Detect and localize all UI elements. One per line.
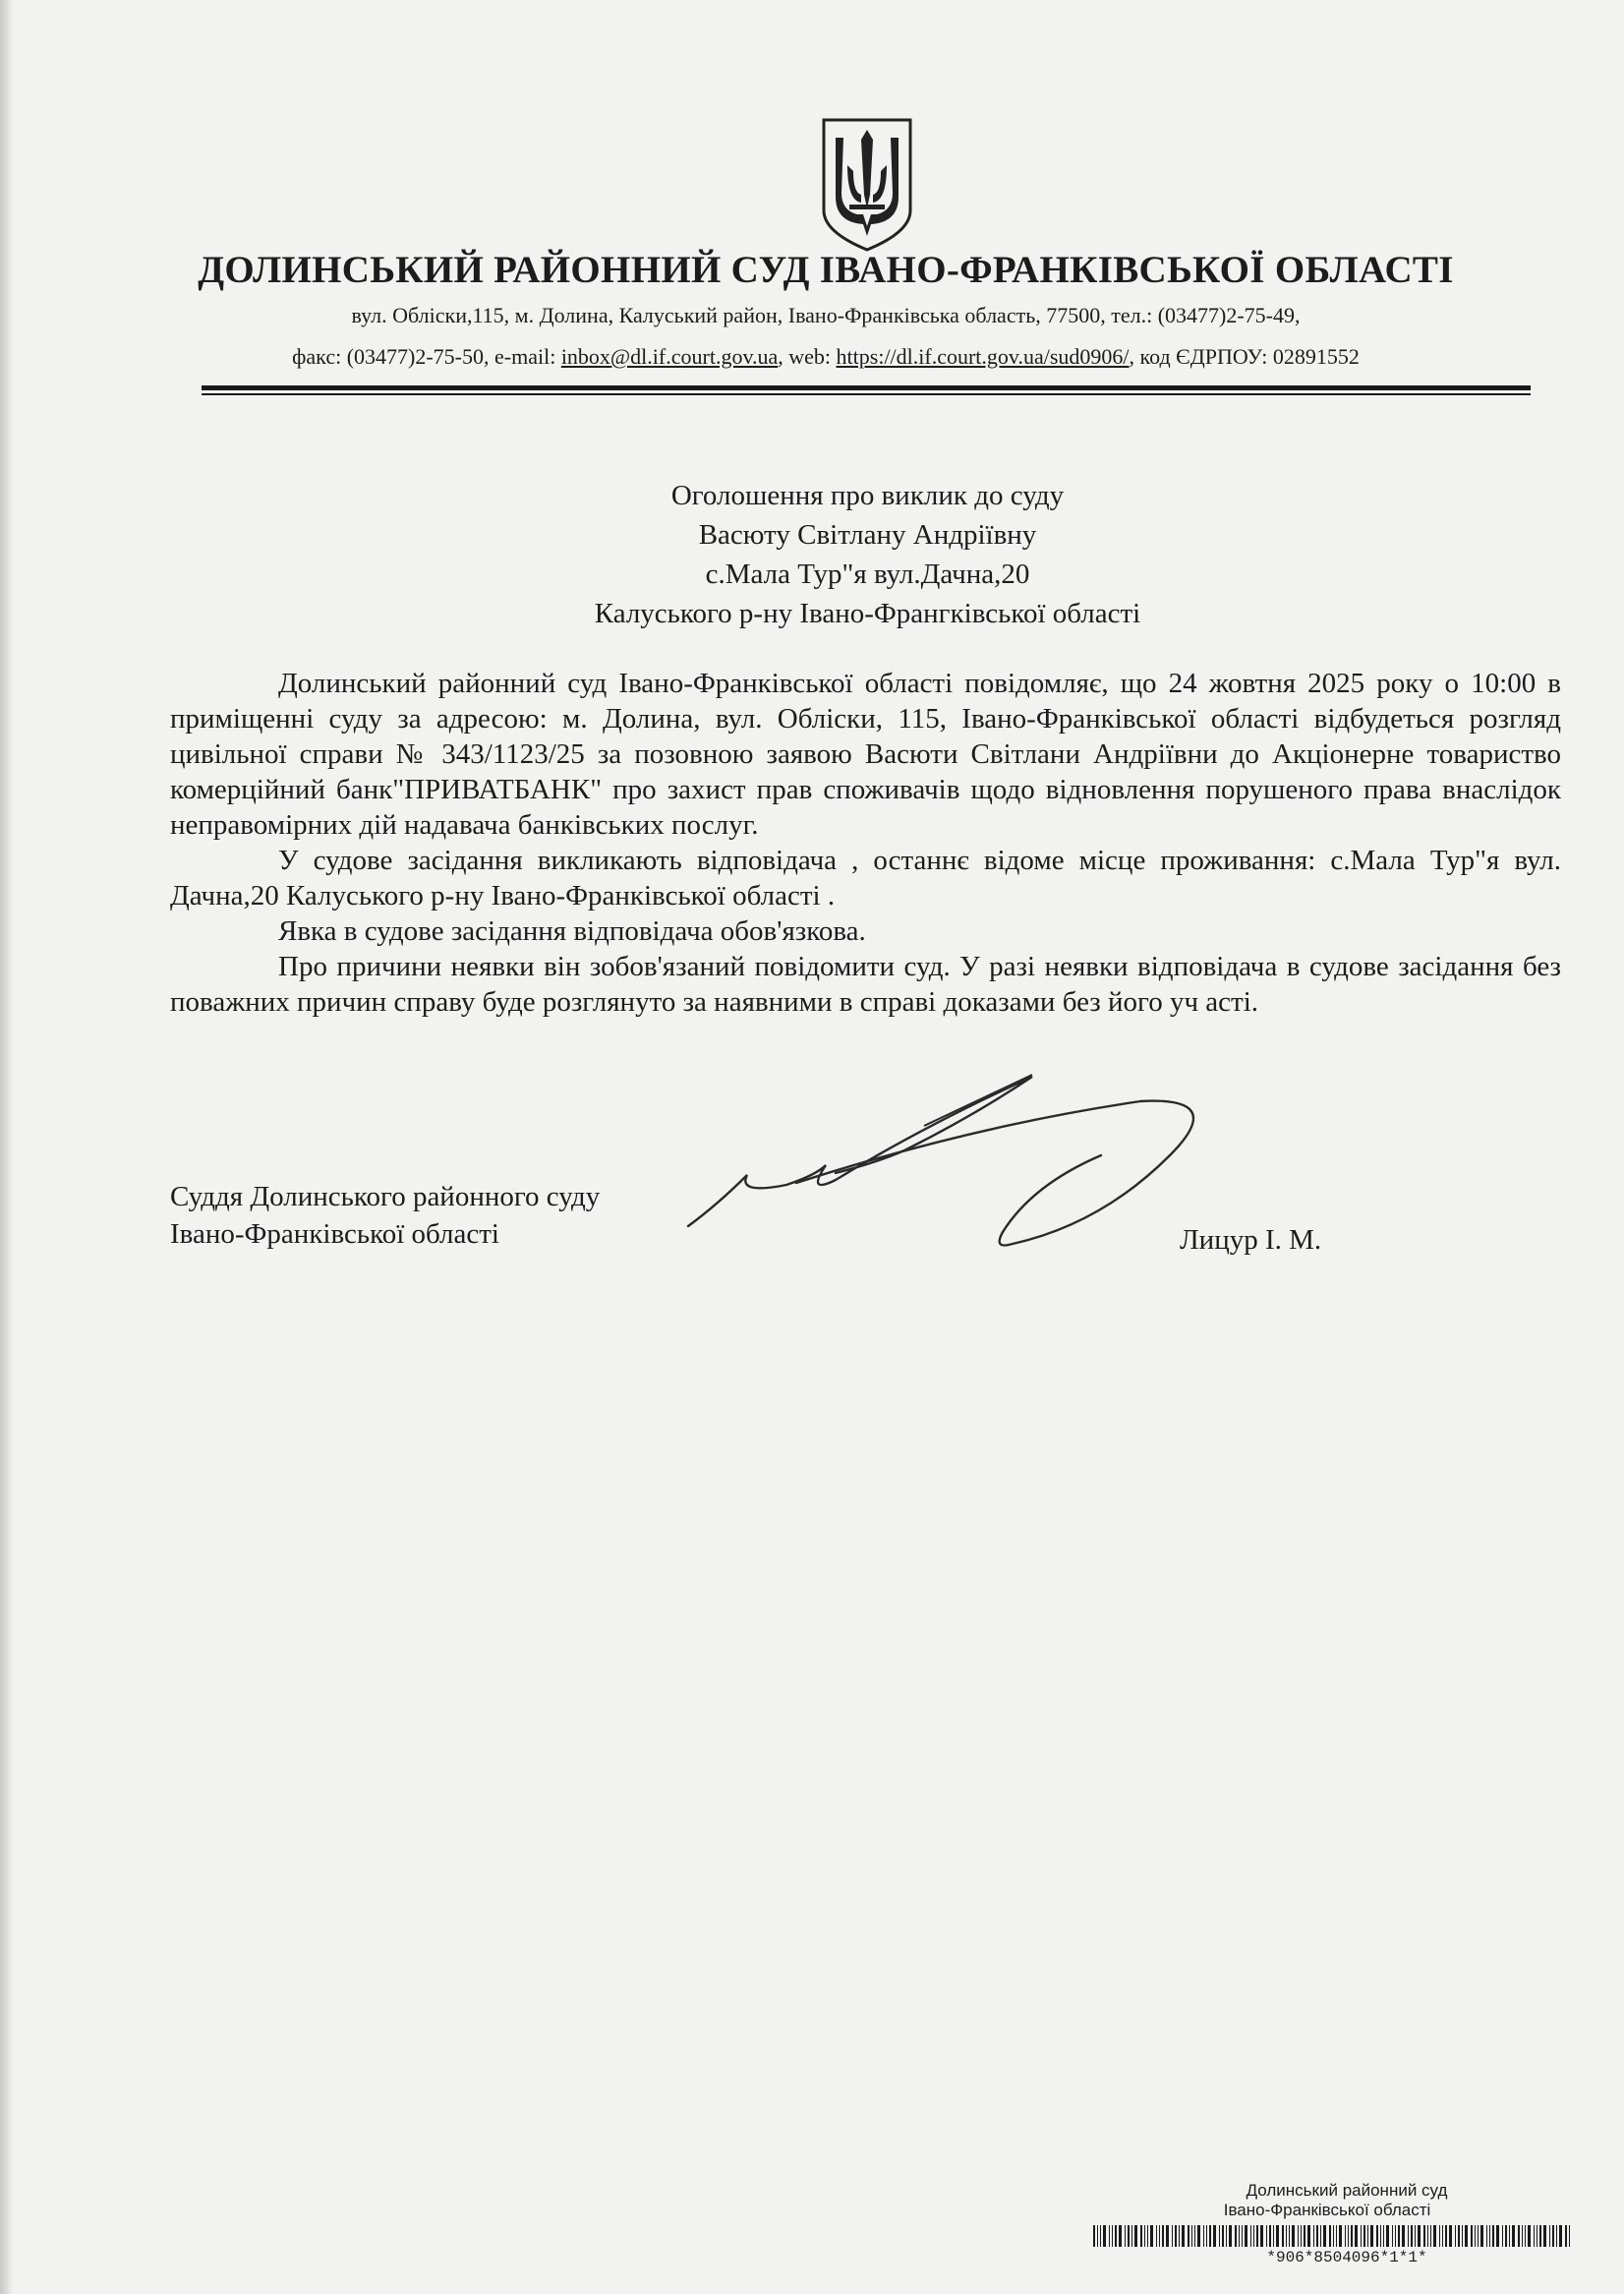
barcode-bar	[1433, 2225, 1436, 2247]
barcode-bar	[1103, 2225, 1106, 2247]
barcode-bar	[1518, 2225, 1520, 2247]
trident-emblem-icon	[818, 116, 916, 254]
barcode-bar	[1505, 2225, 1507, 2247]
barcode-bar	[1140, 2225, 1142, 2247]
barcode-bar	[1260, 2225, 1263, 2247]
scan-edge-shadow	[0, 0, 14, 2294]
barcode-bar	[1336, 2225, 1337, 2247]
barcode-bar	[1229, 2225, 1232, 2247]
barcode-bar	[1411, 2225, 1413, 2247]
barcode-bar	[1235, 2225, 1237, 2247]
barcode-bar	[1525, 2225, 1526, 2247]
barcode-bar	[1423, 2225, 1425, 2247]
barcode-bar	[1543, 2225, 1546, 2247]
barcode-bar	[1475, 2225, 1476, 2247]
barcode-bar	[1569, 2225, 1570, 2247]
barcode-bar	[1162, 2225, 1164, 2247]
registration-stamp	[1091, 2181, 1602, 2220]
barcode-bar	[1282, 2225, 1284, 2247]
barcode-bar	[1316, 2225, 1318, 2247]
barcode-bar	[1304, 2225, 1305, 2247]
barcode-bar	[1386, 2225, 1389, 2247]
barcode-bar	[1539, 2225, 1541, 2247]
barcode-bar	[1276, 2225, 1279, 2247]
barcode-bar	[1323, 2225, 1326, 2247]
barcode-number: *906*8504096*1*1*	[1266, 2249, 1427, 2266]
barcode-bar	[1496, 2225, 1499, 2247]
barcode-bar	[1418, 2225, 1421, 2247]
barcode-bar	[1182, 2225, 1185, 2247]
barcode-bar	[1219, 2225, 1220, 2247]
barcode-bar	[1462, 2225, 1463, 2247]
barcode-bar	[1266, 2225, 1267, 2247]
barcode-bar	[1398, 2225, 1400, 2247]
barcode-bar	[1245, 2225, 1247, 2247]
barcode-bar	[1273, 2225, 1274, 2247]
barcode-bar	[1559, 2225, 1562, 2247]
notice-address-line2: Калуського р-ну Івано-Франгківської області	[594, 598, 1141, 629]
barcode-bar	[1253, 2225, 1254, 2247]
barcode-bar	[1556, 2225, 1557, 2247]
registration-barcode	[1093, 2225, 1573, 2247]
fax-label: факс: (03477)2-75-50, e-mail:	[292, 344, 561, 369]
barcode-bar	[1313, 2225, 1314, 2247]
barcode-bar	[1528, 2225, 1531, 2247]
barcode-bar	[1115, 2225, 1117, 2247]
barcode-bar	[1112, 2225, 1113, 2247]
notice-heading-block	[344, 476, 1391, 633]
barcode-bar	[1395, 2225, 1396, 2247]
barcode-bar	[1329, 2225, 1331, 2247]
barcode-bar	[1100, 2225, 1101, 2247]
notice-body	[170, 666, 1561, 1020]
notice-addressee: Васюту Світлану Андріївну	[698, 519, 1037, 551]
barcode-bar	[1206, 2225, 1207, 2247]
barcode-bar	[1159, 2225, 1160, 2247]
barcode-bar	[1458, 2225, 1460, 2247]
barcode-bar	[1402, 2225, 1405, 2247]
court-name-heading: ДОЛИНСЬКИЙ РАЙОННИЙ СУД ІВАНО-ФРАНКІВСЬКОЇ ОБЛАСТІ	[198, 249, 1454, 291]
barcode-bar	[1179, 2225, 1180, 2247]
barcode-bar	[1480, 2225, 1483, 2247]
barcode-bar	[1194, 2225, 1195, 2247]
barcode-bar	[1380, 2225, 1381, 2247]
barcode-bar	[1408, 2225, 1409, 2247]
notice-title: Оголошення про виклик до суду	[670, 480, 1065, 511]
barcode-bar	[1351, 2225, 1353, 2247]
judge-position-block	[170, 1178, 600, 1253]
barcode-bar	[1509, 2225, 1510, 2247]
barcode-bar	[1209, 2225, 1211, 2247]
barcode-bar	[1512, 2225, 1515, 2247]
stamp-court-name: Долинський районний суд	[1246, 2181, 1448, 2200]
barcode-bar	[1465, 2225, 1468, 2247]
website-link[interactable]: https://dl.if.court.gov.ua/sud0906/	[836, 344, 1130, 369]
barcode-bar	[1534, 2225, 1535, 2247]
court-contacts-line	[147, 344, 1504, 370]
barcode-bar	[1250, 2225, 1251, 2247]
barcode-bar	[1348, 2225, 1349, 2247]
barcode-bar	[1289, 2225, 1290, 2247]
body-paragraph-4: Про причини неявки він зобов'язаний повідомити суд. У разі неявки відповідача в судове засідання без поважних причин справу буде розглянуто за наявними в справі доказами без його уч асті.	[170, 951, 1561, 1018]
barcode-bar	[1445, 2225, 1447, 2247]
barcode-bar	[1355, 2225, 1358, 2247]
header-divider-thick	[202, 385, 1531, 390]
barcode-bar	[1502, 2225, 1503, 2247]
barcode-bar	[1345, 2225, 1346, 2247]
barcode-bar	[1333, 2225, 1334, 2247]
edrpou-code: , код ЄДРПОУ: 02891552	[1129, 344, 1360, 369]
web-label: , web:	[778, 344, 837, 369]
barcode-bar	[1213, 2225, 1216, 2247]
barcode-bar	[1166, 2225, 1169, 2247]
barcode-bar	[1552, 2225, 1554, 2247]
barcode-bar	[1367, 2225, 1368, 2247]
barcode-bar	[1222, 2225, 1224, 2247]
barcode-bar	[1549, 2225, 1550, 2247]
barcode-bar	[1455, 2225, 1456, 2247]
barcode-bar	[1383, 2225, 1384, 2247]
handwritten-signature	[678, 1057, 1229, 1254]
barcode-bar	[1301, 2225, 1302, 2247]
barcode-bar	[1147, 2225, 1148, 2247]
barcode-bar	[1449, 2225, 1452, 2247]
barcode-bar	[1172, 2225, 1173, 2247]
judge-position-line2: Івано-Франківської області	[170, 1218, 499, 1250]
barcode-bar	[1134, 2225, 1137, 2247]
barcode-bar	[1150, 2225, 1153, 2247]
notice-address-line1: с.Мала Тур"я вул.Дачна,20	[705, 559, 1030, 590]
body-paragraph-2: У судове засідання викликають відповідача , останнє відоме місце проживання: с.Мала Тур"я вул. Дачна,20 Калуського р-ну Івано-Франківської області .	[170, 845, 1561, 912]
barcode-bar	[1156, 2225, 1157, 2247]
barcode-bar	[1298, 2225, 1299, 2247]
barcode-bar	[1320, 2225, 1321, 2247]
body-paragraph-1: Долинський районний суд Івано-Франківської області повідомляє, що 24 жовтня 2025 року о 10:00 в приміщенні суду за адресою: м. Долина, вул. Обліски, 115, Івано-Франківської області відбудеться розгляд цивільної справи № 343/1123/25 за позовною заявою Васюти Світлани Андріївни до Акціонерне товариство комерційний банк"ПРИВАТБАНК" про захист прав споживачів щодо відновлення порушеного права внаслідок неправомірних дій надавача банківських послуг.	[170, 668, 1561, 841]
barcode-bar	[1486, 2225, 1487, 2247]
barcode-bar	[1492, 2225, 1494, 2247]
body-paragraph-3: Явка в судове засідання відповідача обов'язкова.	[278, 915, 866, 947]
barcode-bar	[1093, 2225, 1095, 2247]
email-link[interactable]: inbox@dl.if.court.gov.ua	[560, 344, 779, 369]
barcode-bar	[1144, 2225, 1145, 2247]
barcode-bar	[1203, 2225, 1204, 2247]
barcode-bar	[1109, 2225, 1110, 2247]
barcode-bar	[1439, 2225, 1440, 2247]
barcode-bar	[1188, 2225, 1189, 2247]
barcode-bar	[1427, 2225, 1428, 2247]
barcode-bar	[1256, 2225, 1258, 2247]
barcode-bar	[1269, 2225, 1271, 2247]
barcode-bar	[1175, 2225, 1177, 2247]
barcode-bar	[1471, 2225, 1473, 2247]
court-address-line: вул. Обліски,115, м. Долина, Калуський район, Івано-Франківська область, 77500, тел.: (03477)2-75-49,	[351, 303, 1301, 327]
barcode-bar	[1376, 2225, 1378, 2247]
barcode-bar	[1242, 2225, 1243, 2247]
barcode-bar	[1442, 2225, 1443, 2247]
judge-name: Лицур І. М.	[1180, 1224, 1322, 1256]
barcode-bar	[1522, 2225, 1523, 2247]
barcode-bar	[1370, 2225, 1373, 2247]
barcode-bar	[1392, 2225, 1393, 2247]
barcode-bar	[1307, 2225, 1310, 2247]
barcode-bar	[1489, 2225, 1490, 2247]
barcode-bar	[1339, 2225, 1342, 2247]
barcode-bar	[1197, 2225, 1200, 2247]
barcode-bar	[1430, 2225, 1431, 2247]
barcode-bar	[1226, 2225, 1227, 2247]
barcode-bar	[1292, 2225, 1295, 2247]
judge-position-line1: Суддя Долинського районного суду	[170, 1181, 601, 1212]
stamp-region: Івано-Франківської області	[1223, 2201, 1431, 2219]
barcode-bar	[1239, 2225, 1240, 2247]
header-divider-thin	[202, 393, 1531, 395]
barcode-bar	[1478, 2225, 1479, 2247]
barcode-bar	[1119, 2225, 1122, 2247]
barcode-bar	[1128, 2225, 1130, 2247]
barcode-bar	[1125, 2225, 1126, 2247]
barcode-bar	[1131, 2225, 1132, 2247]
barcode-bar	[1415, 2225, 1416, 2247]
barcode-bar	[1191, 2225, 1192, 2247]
barcode-bar	[1363, 2225, 1365, 2247]
barcode-bar	[1097, 2225, 1098, 2247]
barcode-bar	[1565, 2225, 1567, 2247]
barcode-bar	[1361, 2225, 1362, 2247]
barcode-bar	[1286, 2225, 1287, 2247]
